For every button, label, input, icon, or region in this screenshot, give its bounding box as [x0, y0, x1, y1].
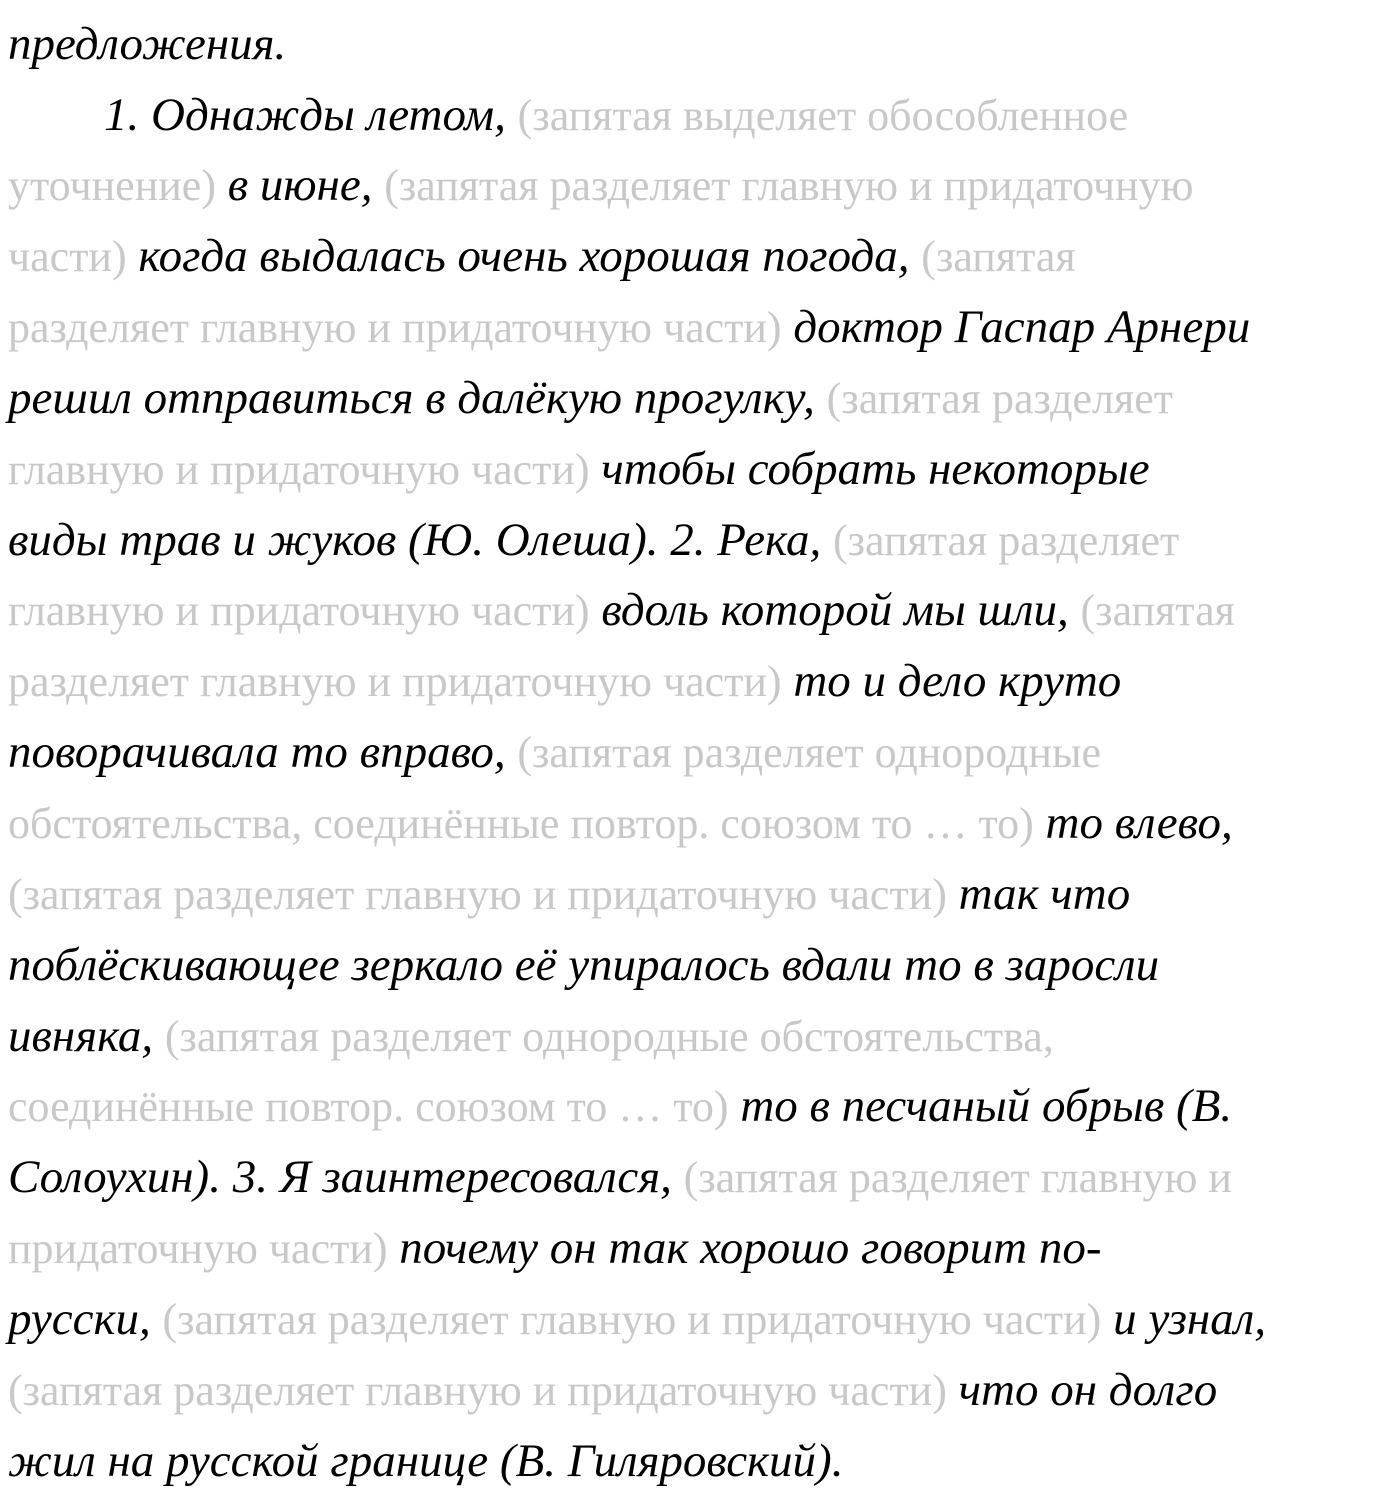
comma-comment: (запятая разделяет однородные обстоятельства,: [164, 1012, 1054, 1061]
comma-comment: (запятая разделяет: [832, 516, 1180, 565]
comma-comment: (запятая: [1080, 586, 1235, 635]
sentence-text: ивняка,: [8, 1010, 154, 1062]
sentence-text: чтобы собрать некоторые: [601, 443, 1150, 495]
comma-comment: (запятая: [921, 232, 1076, 281]
text-line-8: [8, 510, 1179, 570]
comma-comment: соединённые повтор. союзом то … то): [8, 1082, 729, 1131]
comma-comment: (запятая разделяет однородные: [517, 728, 1102, 777]
text-line-16: [8, 1076, 1232, 1136]
text-line-4: [8, 226, 1076, 286]
comma-comment: главную и придаточную части): [8, 586, 590, 635]
comma-comment: (запятая разделяет главную и придаточную части): [8, 870, 947, 919]
comma-comment: уточнение): [8, 161, 216, 210]
comma-comment: обстоятельства, соединённые повтор. союзом то … то): [8, 799, 1034, 848]
comma-comment: (запятая выделяет обособленное: [517, 91, 1129, 140]
sentence-text: 1. Однажды летом,: [104, 89, 506, 141]
sentence-text: решил отправиться в далёкую прогулку,: [8, 372, 815, 424]
comma-comment: разделяет главную и придаточную части): [8, 657, 782, 706]
text-line-18: [8, 1218, 1102, 1278]
sentence-text: то влево,: [1045, 797, 1233, 849]
text-line-14: [8, 935, 1159, 995]
comma-comment: (запятая разделяет главную и: [683, 1153, 1232, 1202]
text-line-13: [8, 864, 1130, 924]
sentence-text: поблёскивающее зеркало её упиралось вдали то в заросли: [8, 939, 1160, 991]
text-line-10: [8, 651, 1121, 711]
comma-comment: разделяет главную и придаточную части): [8, 303, 782, 352]
text-line-12: [8, 793, 1233, 853]
comma-comment: (запятая разделяет главную и придаточную: [384, 161, 1194, 210]
comma-comment: главную и придаточную части): [8, 445, 590, 494]
text-line-19: [8, 1289, 1266, 1349]
text-line-15: [8, 1006, 1054, 1066]
sentence-text: когда выдалась очень хорошая погода,: [138, 230, 910, 282]
sentence-text: так что: [958, 868, 1131, 920]
comma-comment: (запятая разделяет главную и придаточную части): [162, 1295, 1102, 1344]
text-line-3: [8, 155, 1193, 215]
text-line-6: [8, 368, 1173, 428]
text-line-21: [8, 1431, 843, 1491]
text-line-1: [8, 14, 286, 74]
text-line-5: [8, 297, 1250, 357]
sentence-text: доктор Гаспар Арнери: [793, 301, 1251, 353]
sentence-text: и узнал,: [1113, 1293, 1266, 1345]
comma-comment: (запятая разделяет: [826, 374, 1173, 423]
sentence-text: в июне,: [227, 159, 373, 211]
sentence-text: вдоль которой мы шли,: [601, 584, 1069, 636]
comma-comment: (запятая разделяет главную и придаточную части): [8, 1366, 947, 1415]
text-line-9: [8, 580, 1235, 640]
comma-comment: придаточную части): [8, 1224, 388, 1273]
comma-comment: части): [8, 232, 127, 281]
sentence-text: то и дело круто: [793, 655, 1122, 707]
sentence-text: что он долго: [958, 1364, 1218, 1416]
sentence-text: поворачивала то вправо,: [8, 726, 506, 778]
text-line-20: [8, 1360, 1217, 1420]
sentence-text: виды трав и жуков (Ю. Олеша). 2. Река,: [8, 514, 822, 566]
text-line-2: [104, 85, 1128, 145]
sentence-text: то в песчаный обрыв (В.: [740, 1080, 1233, 1132]
sentence-text: почему он так хорошо говорит по-: [399, 1222, 1102, 1274]
text-line-11: [8, 722, 1101, 782]
text-line-7: [8, 439, 1150, 499]
sentence-text: русски,: [8, 1293, 151, 1345]
sentence-text: Солоухин). 3. Я заинтересовался,: [8, 1151, 672, 1203]
sentence-text: жил на русской границе (В. Гиляровский).: [8, 1435, 844, 1487]
sentence-text: предложения.: [8, 18, 287, 70]
text-line-17: [8, 1147, 1232, 1207]
